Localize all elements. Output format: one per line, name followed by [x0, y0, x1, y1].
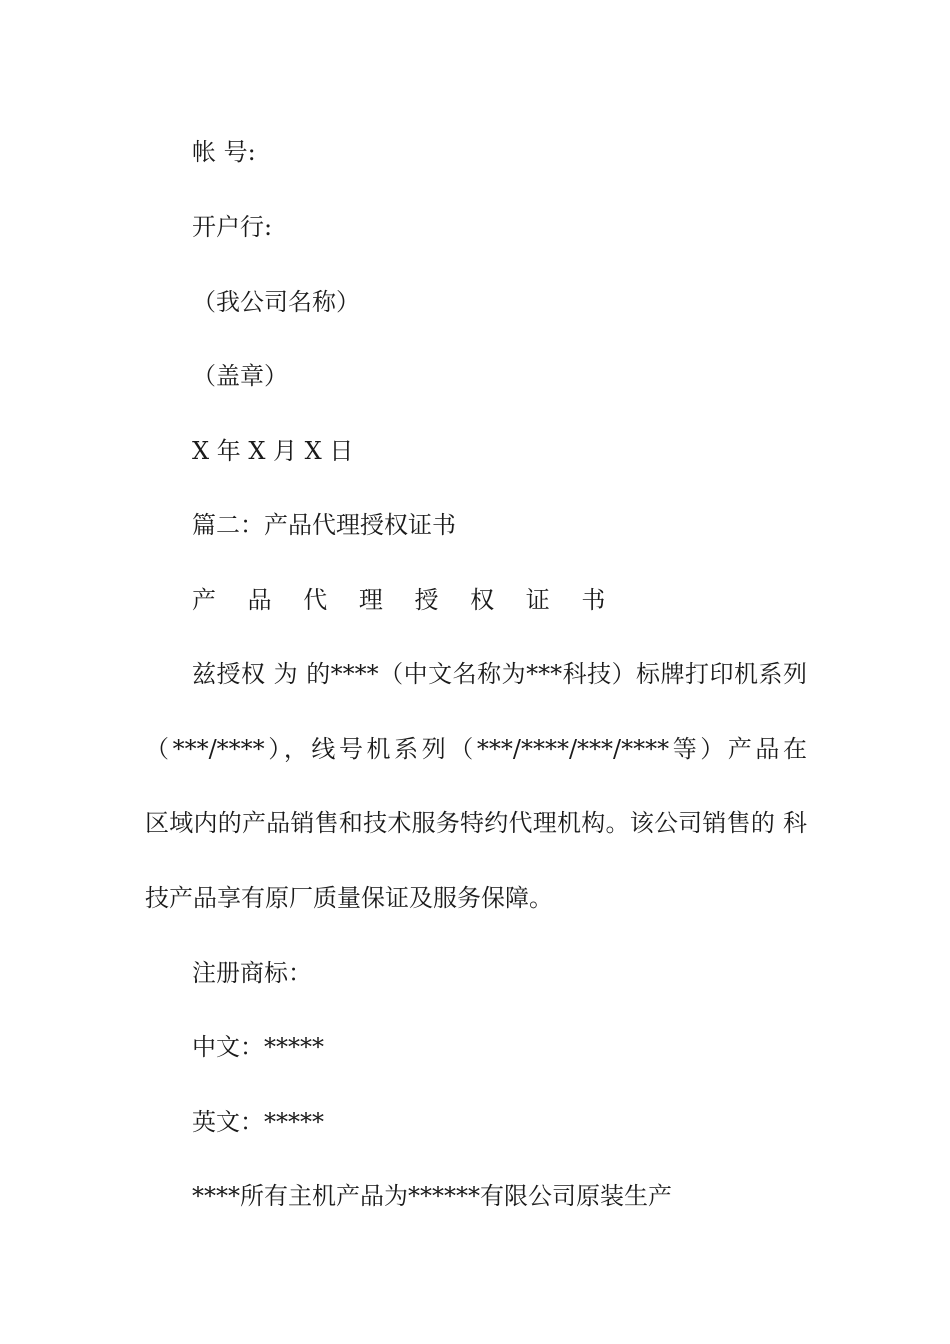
trademark-label: 注册商标： [192, 959, 312, 987]
date-line: X 年 X 月 X 日 [192, 437, 354, 465]
authorization-paragraph-line-4: 技产品享有原厂质量保证及服务保障。 [145, 884, 553, 912]
section-heading: 篇二：产品代理授权证书 [192, 511, 456, 539]
seal-placeholder: （盖章） [192, 362, 288, 390]
company-name-placeholder: （我公司名称） [192, 288, 360, 316]
account-number-label: 帐 号: [192, 138, 256, 166]
trademark-english: 英文：***** [192, 1108, 324, 1136]
bank-label: 开户行: [192, 213, 273, 241]
authorization-paragraph-line-3: 区域内的产品销售和技术服务特约代理机构。该公司销售的 科 [145, 809, 807, 837]
authorization-paragraph-line-1: 兹授权 为 的****（中文名称为***科技）标牌打印机系列 [192, 660, 807, 688]
trademark-chinese: 中文：***** [192, 1033, 324, 1061]
certificate-title: 产 品 代 理 授 权 证 书 [192, 586, 618, 614]
product-origin-statement: ****所有主机产品为******有限公司原装生产 [192, 1182, 672, 1210]
authorization-paragraph-line-2: （***/****），线号机系列（***/****/***/****等）产品在 [145, 735, 807, 763]
